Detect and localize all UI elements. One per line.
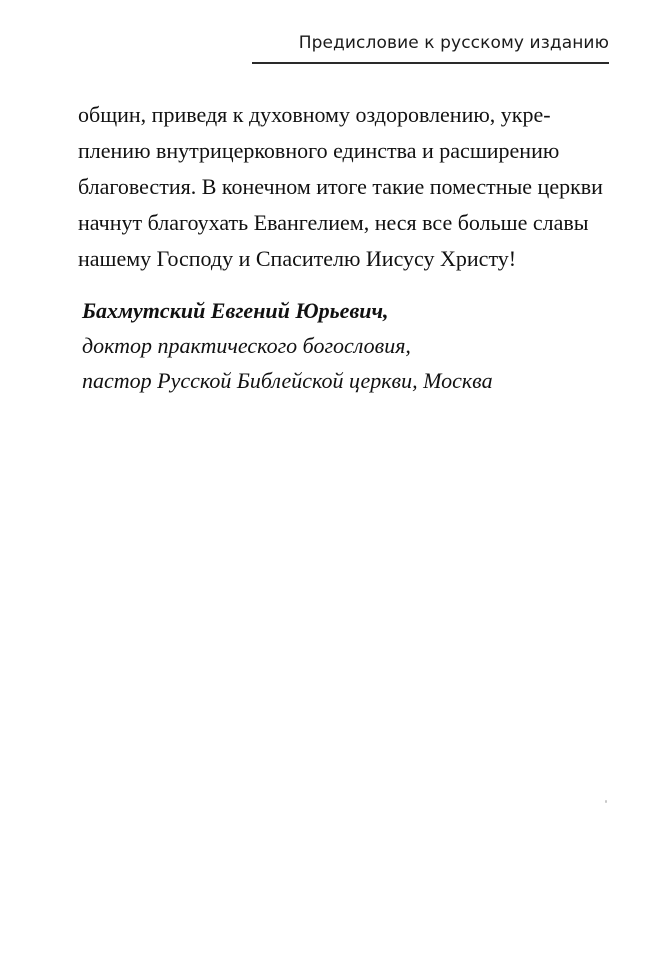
header-rule (252, 62, 609, 64)
signature-position: пастор Русской Библейской церкви, Москва (82, 368, 493, 393)
body-paragraph (78, 97, 618, 277)
signature-title: доктор практического богословия, (82, 333, 411, 358)
running-header: Предисловие к русскому изданию (298, 33, 609, 53)
scan-speck (605, 800, 607, 803)
body-line: плению внутрицерковного единства и расширению (78, 138, 560, 163)
body-line: общин, приведя к духовному оздоровлению, укре- (78, 102, 551, 127)
signature-name: Бахмутский Евгений Юрьевич, (82, 298, 389, 323)
body-line: благовестия. В конечном итоге такие поместные церкви (78, 174, 603, 199)
body-line: нашему Господу и Спасителю Иисусу Христу! (78, 246, 517, 271)
signature-block (78, 293, 618, 398)
body-line: начнут благоухать Евангелием, неся все больше славы (78, 210, 589, 235)
